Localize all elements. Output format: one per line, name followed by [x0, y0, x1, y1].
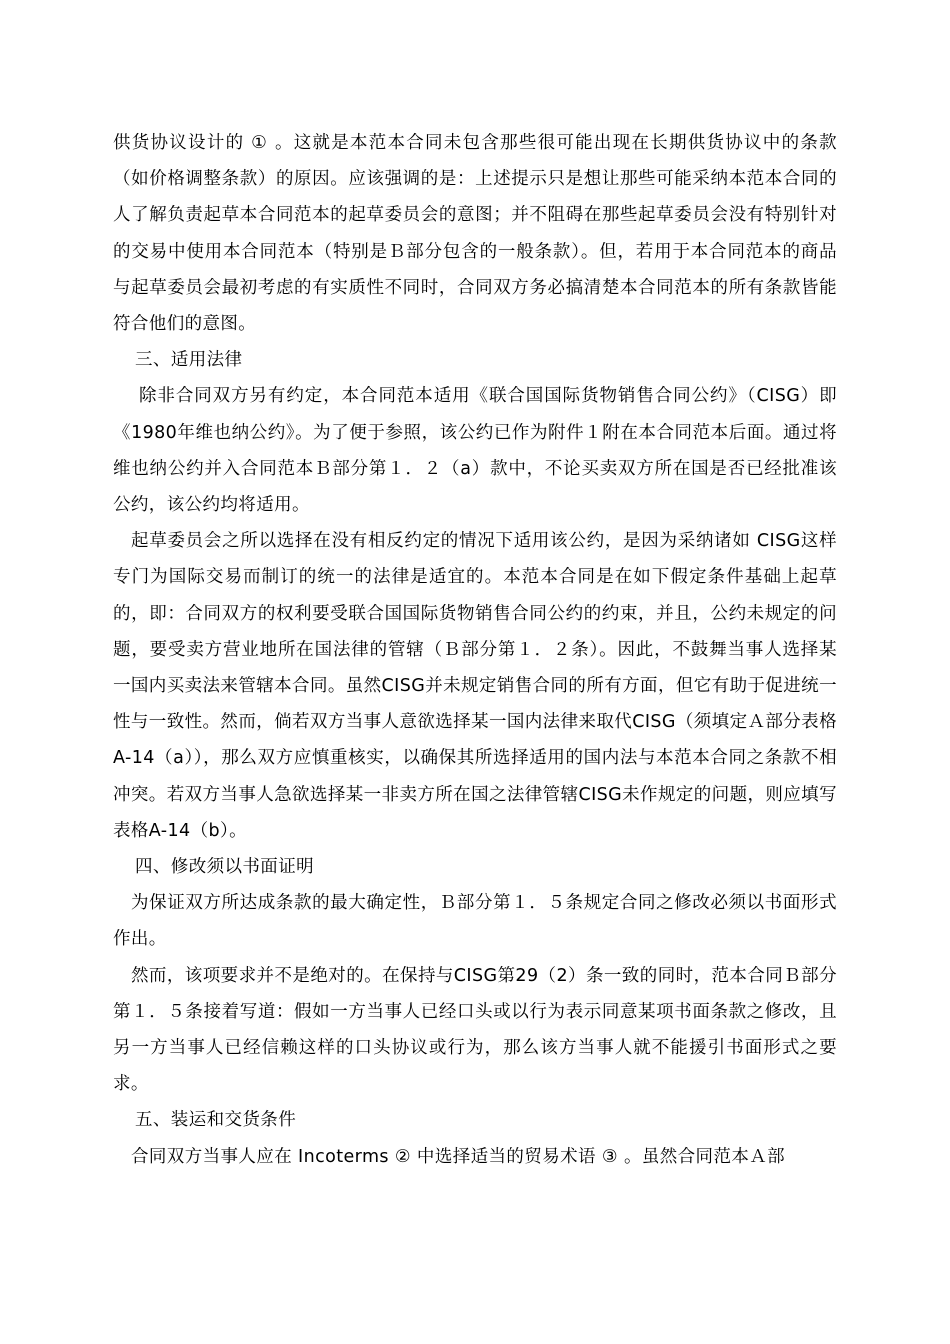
paragraph-written-modification-exception: 然而，该项要求并不是绝对的。在保持与CISG第29（2）条一致的同时，范本合同Ｂ部分第１．５条接着写道：假如一方当事人已经口头或以行为表示同意某项书面条款之修改，且另一方当事人已经信赖这样的口头协议或行为，那么该方当事人就不能援引书面形式之要求。	[113, 965, 837, 1095]
paragraph-incoterms: 合同双方当事人应在 Incoterms ② 中选择适当的贸易术语 ③ 。虽然合同范本Ａ部	[131, 1146, 786, 1167]
heading-written-modification: 四、修改须以书面证明	[135, 857, 314, 878]
paragraph-cisg-application: 除非合同双方另有约定，本合同范本适用《联合国国际货物销售合同公约》（CISG）即《1980年维也纳公约》。为了便于参照，该公约已作为附件１附在本合同范本后面。通过将维也纳公约并入合同范本Ｂ部分第１．２（a）款中，不论买卖双方所在国是否已经批准该公约，该公约均将适用。	[113, 386, 837, 516]
heading-applicable-law: 三、适用法律	[135, 350, 243, 371]
document-page	[113, 125, 837, 1175]
paragraph-written-modification-rule: 为保证双方所达成条款的最大确定性，Ｂ部分第１．５条规定合同之修改必须以书面形式作出。	[113, 893, 837, 950]
paragraph-cisg-rationale: 起草委员会之所以选择在没有相反约定的情况下适用该公约，是因为采纳诸如 CISG这样专门为国际交易而制订的统一的法律是适宜的。本范本合同是在如下假定条件基础上起草的，即：合同双方的权利要受联合国国际货物销售合同公约的约束，并且，公约未规定的问题，要受卖方营业地所在国法律的管辖（Ｂ部分第１．２条）。因此，不鼓舞当事人选择某一国内买卖法来管辖本合同。虽然CISG并未规定销售合同的所有方面，但它有助于促进统一性与一致性。然而，倘若双方当事人意欲选择某一国内法律来取代CISG（须填定Ａ部分表格A-14（a）），那么双方应慎重核实，以确保其所选择适用的国内法与本范本合同之条款不相冲突。若双方当事人急欲选择某一非卖方所在国之法律管辖CISG未作规定的问题，则应填写表格A-14（b）。	[113, 531, 837, 841]
heading-shipment-delivery: 五、装运和交货条件	[135, 1110, 297, 1131]
paragraph-scope-continuation: 供货协议设计的 ① 。这就是本范本合同未包含那些很可能出现在长期供货协议中的条款（如价格调整条款）的原因。应该强调的是：上述提示只是想让那些可能采纳本范本合同的人了解负责起草本合同范本的起草委员会的意图；并不阻碍在那些起草委员会没有特别针对的交易中使用本合同范本（特别是Ｂ部分包含的一般条款）。但，若用于本合同范本的商品与起草委员会最初考虑的有实质性不同时，合同双方务必搞清楚本合同范本的所有条款皆能符合他们的意图。	[113, 133, 837, 335]
